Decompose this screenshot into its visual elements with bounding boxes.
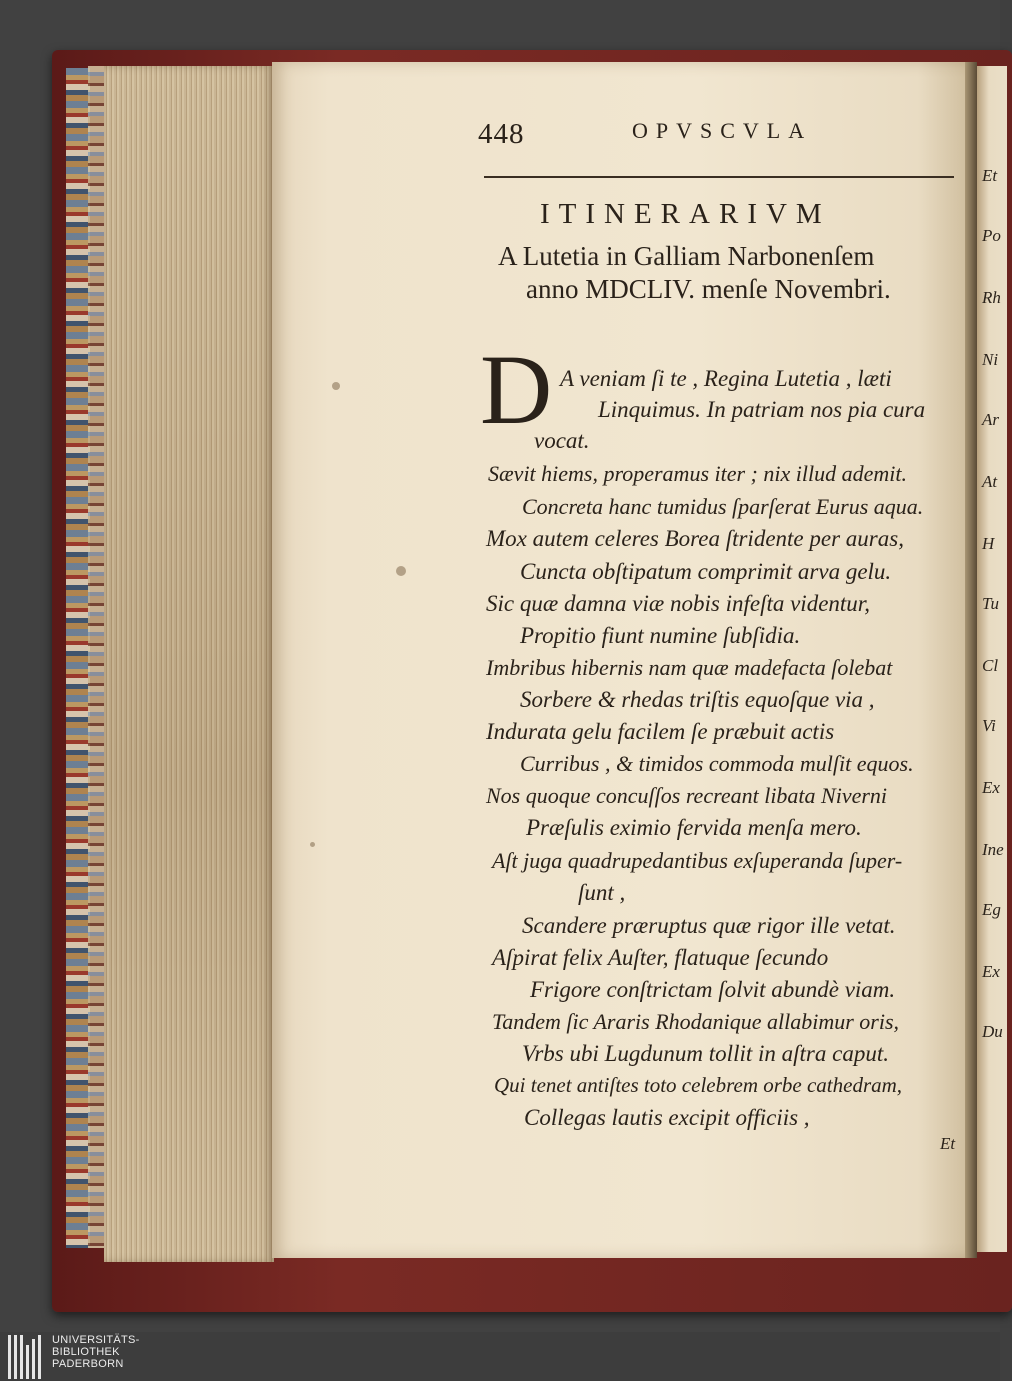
library-name [52,1334,140,1370]
verse-line: Propitio fiunt numine ſubſidia. [520,623,801,648]
verse-line: Sic quæ damna viæ nobis infeſta videntur, [486,591,870,616]
verse-line: Sorbere & rhedas triſtis equoſque via , [520,687,875,712]
book-gutter [965,62,977,1258]
marbled-endpaper [66,68,90,1248]
verse-line: Aſt juga quadrupedantibus exſuperanda ſuper- [492,848,903,873]
page-number: 448 [478,118,525,150]
library-name-line-3: PADERBORN [52,1358,124,1370]
verse-line: Scandere præruptus quæ rigor ille vetat. [522,913,896,938]
verse-line: Collegas lautis excipit officiis , [524,1105,810,1130]
header-rule [484,176,954,178]
facing-page-word: Tu [982,594,1000,613]
verse-line: Tandem ſic Araris Rhodanique allabimur oris, [492,1009,900,1034]
facing-page-word: Et [982,166,998,185]
verse-line: Imbribus hibernis nam quæ madefacta ſolebat [486,655,893,680]
verse-line: Nos quoque concuſſos recreant libata Niverni [486,783,888,808]
verse-line: Sævit hiems, properamus iter ; nix illud ademit. [488,461,907,486]
verse-line: Mox autem celeres Borea ſtridente per auras, [486,526,904,551]
facing-page-word: Vi [982,716,996,735]
verse-line: Curribus , & timidos commoda mulſit equos. [520,751,914,776]
chapter-subtitle-line-1: A Lutetia in Galliam Narbonenſem [498,241,875,271]
marbled-endpaper-inner [88,66,104,1248]
facing-page-word: Du [982,1022,1003,1041]
chapter-subtitle-line-2: anno MDCLIV. menſe Novembri. [526,274,891,304]
facing-page-word: Ni [982,350,999,369]
facing-page-word: Eg [982,900,1001,919]
facing-page-word: Rh [982,288,1001,307]
catchword: Et [940,1134,956,1153]
verse-line: Frigore conſtrictam ſolvit abundè viam. [530,977,896,1002]
paper-spot [332,382,340,390]
verse-line: vocat. [534,428,590,453]
verse-line: Linquimus. In patriam nos pia cura [598,397,926,422]
facing-page-word: Ine [982,840,1004,859]
verse-line: Qui tenet antiſtes toto celebrem orbe cathedram, [494,1073,903,1097]
verse-line: Concreta hanc tumidus ſparſerat Eurus aqua. [522,494,924,519]
verse-line: Præſulis eximio fervida menſa mero. [526,815,862,840]
verse-line: ſunt , [578,880,626,905]
running-head: OPVSCVLA [632,118,813,143]
library-footer [0,1332,1000,1381]
facing-page-word: At [982,472,998,491]
verse-line: Vrbs ubi Lugdunum tollit in aſtra caput. [522,1041,889,1066]
paper-spot [396,566,406,576]
facing-page-word: Po [982,226,1001,245]
verse-line: Cuncta obſtipatum comprimit arva gelu. [520,559,892,584]
chapter-title: ITINERARIVM [540,198,831,230]
paper-spot [310,842,315,847]
verse-line: A veniam ſi te , Regina Lutetia , læti [560,366,892,391]
drop-cap: D [480,334,553,445]
facing-page-word: Ar [982,410,999,429]
facing-page-word: Ex [982,962,1000,981]
facing-page-word: Cl [982,656,999,675]
library-name-line-1: UNIVERSITÄTS- [52,1334,140,1346]
facing-page-word: H [982,534,995,553]
page-edges [104,66,274,1262]
library-name-line-2: BIBLIOTHEK [52,1346,120,1358]
facing-page-word: Ex [982,778,1000,797]
verse-line: Aſpirat felix Auſter, flatuque ſecundo [492,945,829,970]
verse-line: Indurata gelu facilem ſe præbuit actis [486,719,835,744]
